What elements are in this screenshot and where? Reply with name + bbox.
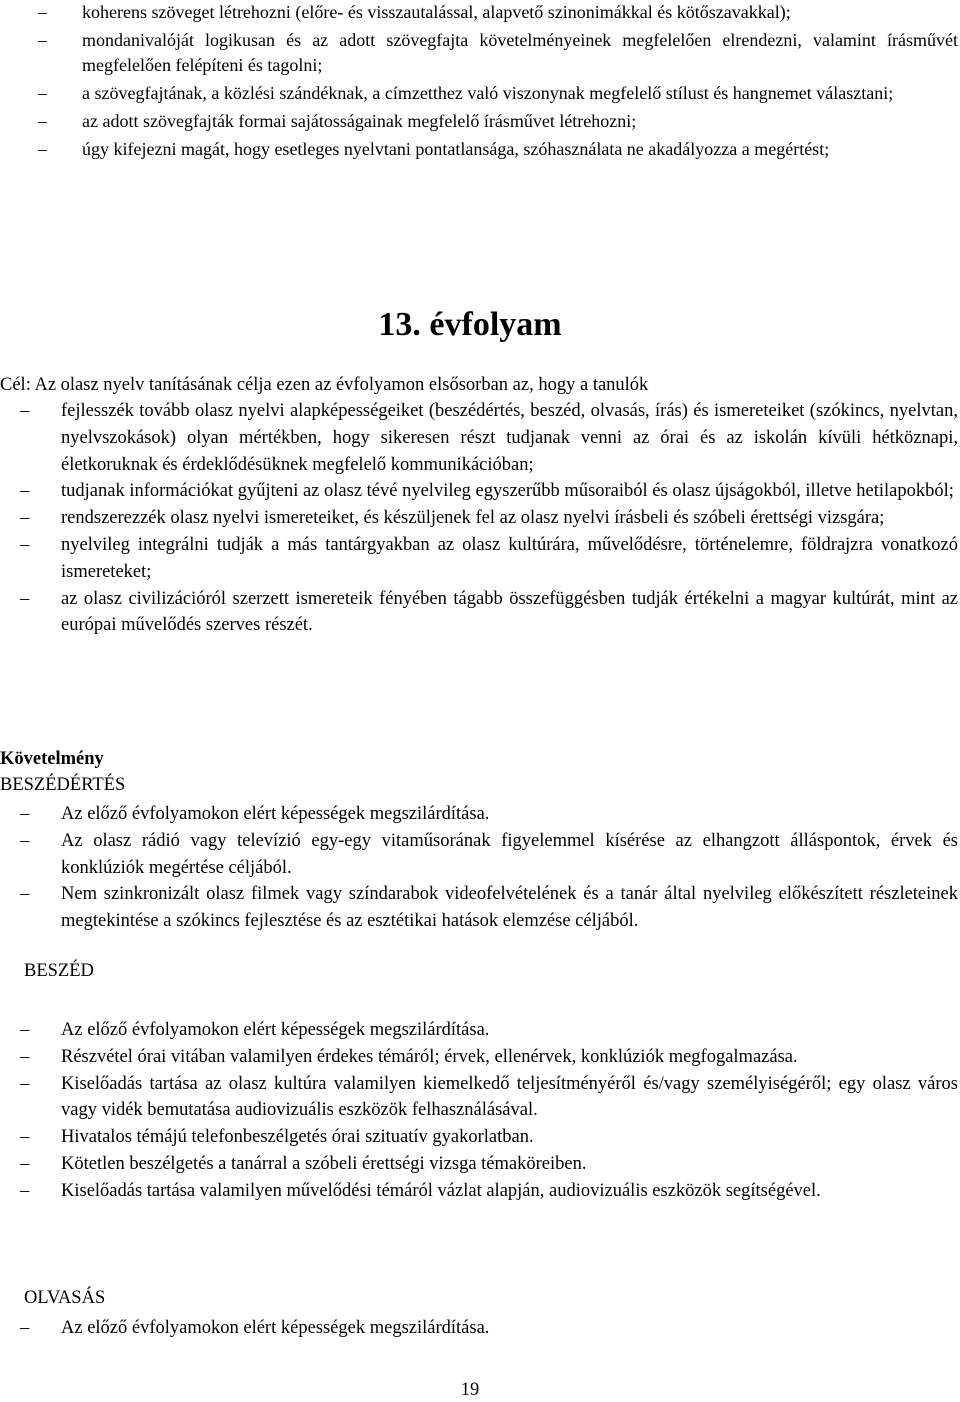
list-item: – Kiselőadás tartása valamilyen művelődési témáról vázlat alapján, audiovizuális eszközök segítségével.	[0, 1178, 958, 1205]
dash-bullet-icon: –	[20, 1180, 30, 1201]
list-item: – koherens szöveget létrehozni (előre- és visszautalással, alapvető szinonimákkal és kötőszavakkal);	[0, 0, 958, 26]
list-item: – mondanivalóját logikusan és az adott szövegfajta követelményeinek megfelelően elrendezni, valamint írásművét megfelelően felépíteni és tagolni;	[38, 29, 958, 76]
list-item: – Részvétel órai vitában valamilyen érdekes témáról; érvek, ellenérvek, konklúziók megfogalmazása.	[0, 1044, 958, 1071]
list-item: – Az előző évfolyamokon elért képességek megszilárdítása.	[0, 1315, 958, 1342]
list-item: – Hivatalos témájú telefonbeszélgetés órai szituatív gyakorlatban.	[0, 1124, 958, 1151]
grade-heading: 13. évfolyam	[378, 306, 562, 343]
dash-bullet-icon: –	[38, 29, 47, 50]
listening-heading: BESZÉDÉRTÉS	[0, 775, 126, 795]
dash-bullet-icon: –	[20, 588, 30, 609]
dash-bullet-icon: –	[20, 830, 30, 851]
requirements-heading: Követelmény	[0, 749, 104, 769]
list-item: – fejlesszék tovább olasz nyelvi alapképességeiket (beszédértés, beszéd, olvasás, írás) és ismereteiket (szókincs, nyelvtan, nyelvszokások) olyan mértékben, hogy sikeresen részt tudjanak venni az órai és az iskolán kívüli hétköznapi, életkoruknak és érdeklődésüknek megfelelő kommunikációban;	[0, 398, 958, 478]
goal-label: Cél:	[0, 375, 31, 395]
reading-heading: OLVASÁS	[24, 1288, 106, 1308]
goal-list	[0, 398, 958, 639]
dash-bullet-icon: –	[20, 1127, 30, 1148]
list-item: – Kiselőadás tartása az olasz kultúra valamilyen kiemelkedő teljesítményéről és/vagy személyiségéről; egy olasz város vagy vidék bemutatása audiovizuális eszközök felhasználásával.	[0, 1071, 958, 1125]
dash-bullet-icon: –	[20, 884, 30, 905]
dash-bullet-icon: –	[20, 508, 30, 529]
goal-intro	[0, 372, 958, 398]
list-item: – nyelvileg integrálni tudják a más tantárgyakban az olasz kultúrára, művelődésre, történelemre, földrajzra vonatkozó ismereteket;	[0, 532, 958, 586]
top-bullet-list	[0, 0, 958, 162]
dash-bullet-icon: –	[20, 534, 30, 555]
list-item: – a szövegfajtának, a közlési szándéknak, a címzetthez való viszonynak megfelelő stílust és hangnemet választani;	[0, 81, 958, 107]
list-item: – rendszerezzék olasz nyelvi ismereteiket, és készüljenek fel az olasz nyelvi írásbeli és szóbeli érettségi vizsgára;	[0, 505, 958, 532]
list-item: – Az előző évfolyamokon elért képességek megszilárdítása.	[0, 801, 958, 828]
speaking-heading: BESZÉD	[24, 961, 94, 981]
dash-bullet-icon: –	[20, 1046, 30, 1067]
list-item: – Az előző évfolyamokon elért képességek megszilárdítása.	[0, 1017, 958, 1044]
dash-bullet-icon: –	[20, 804, 30, 824]
list-item: – Kötetlen beszélgetés a tanárral a szóbeli érettségi vizsga témaköreiben.	[0, 1151, 958, 1178]
page-number: 19	[460, 1380, 480, 1400]
dash-bullet-icon: –	[20, 1153, 30, 1174]
dash-bullet-icon: –	[38, 138, 47, 159]
list-item: – az olasz civilizációról szerzett ismereteik fényében tágabb összefüggésben tudják értékelni a magyar kultúrát, mint az európai művelődés szerves részét.	[0, 586, 958, 640]
goal-text: Az olasz nyelv tanításának célja ezen az évfolyamon elsősorban az, hogy a tanulók	[34, 375, 649, 395]
dash-bullet-icon: –	[20, 1073, 30, 1094]
dash-bullet-icon: –	[20, 481, 30, 502]
list-item: – tudjanak információkat gyűjteni az olasz tévé nyelvileg egyszerűbb műsoraiból és olasz újságokból, illetve hetilapokból;	[0, 478, 958, 505]
listening-list	[0, 801, 958, 935]
dash-bullet-icon: –	[38, 83, 47, 104]
speaking-list	[0, 1017, 958, 1205]
dash-bullet-icon: –	[20, 1020, 30, 1040]
reading-list	[0, 1315, 958, 1342]
dash-bullet-icon: –	[38, 110, 47, 131]
list-item: – az adott szövegfajták formai sajátosságainak megfelelő írásművet létrehozni;	[0, 109, 958, 135]
list-item: – Nem szinkronizált olasz filmek vagy színdarabok videofelvételének és a tanár által nyelvileg előkészített részleteinek megtekintése a szókincs fejlesztése és az esztétikai hatások elemzése céljából.	[0, 881, 958, 935]
dash-bullet-icon: –	[20, 401, 30, 421]
list-item: – Az olasz rádió vagy televízió egy-egy vitaműsorának figyelemmel kísérése az elhangzott álláspontok, érvek és konklúziók megértése céljából.	[0, 828, 958, 882]
dash-bullet-icon: –	[38, 2, 47, 22]
list-item: – úgy kifejezni magát, hogy esetleges nyelvtani pontatlansága, szóhasználata ne akadályozza a megértést;	[0, 137, 958, 163]
dash-bullet-icon: –	[20, 1318, 30, 1338]
